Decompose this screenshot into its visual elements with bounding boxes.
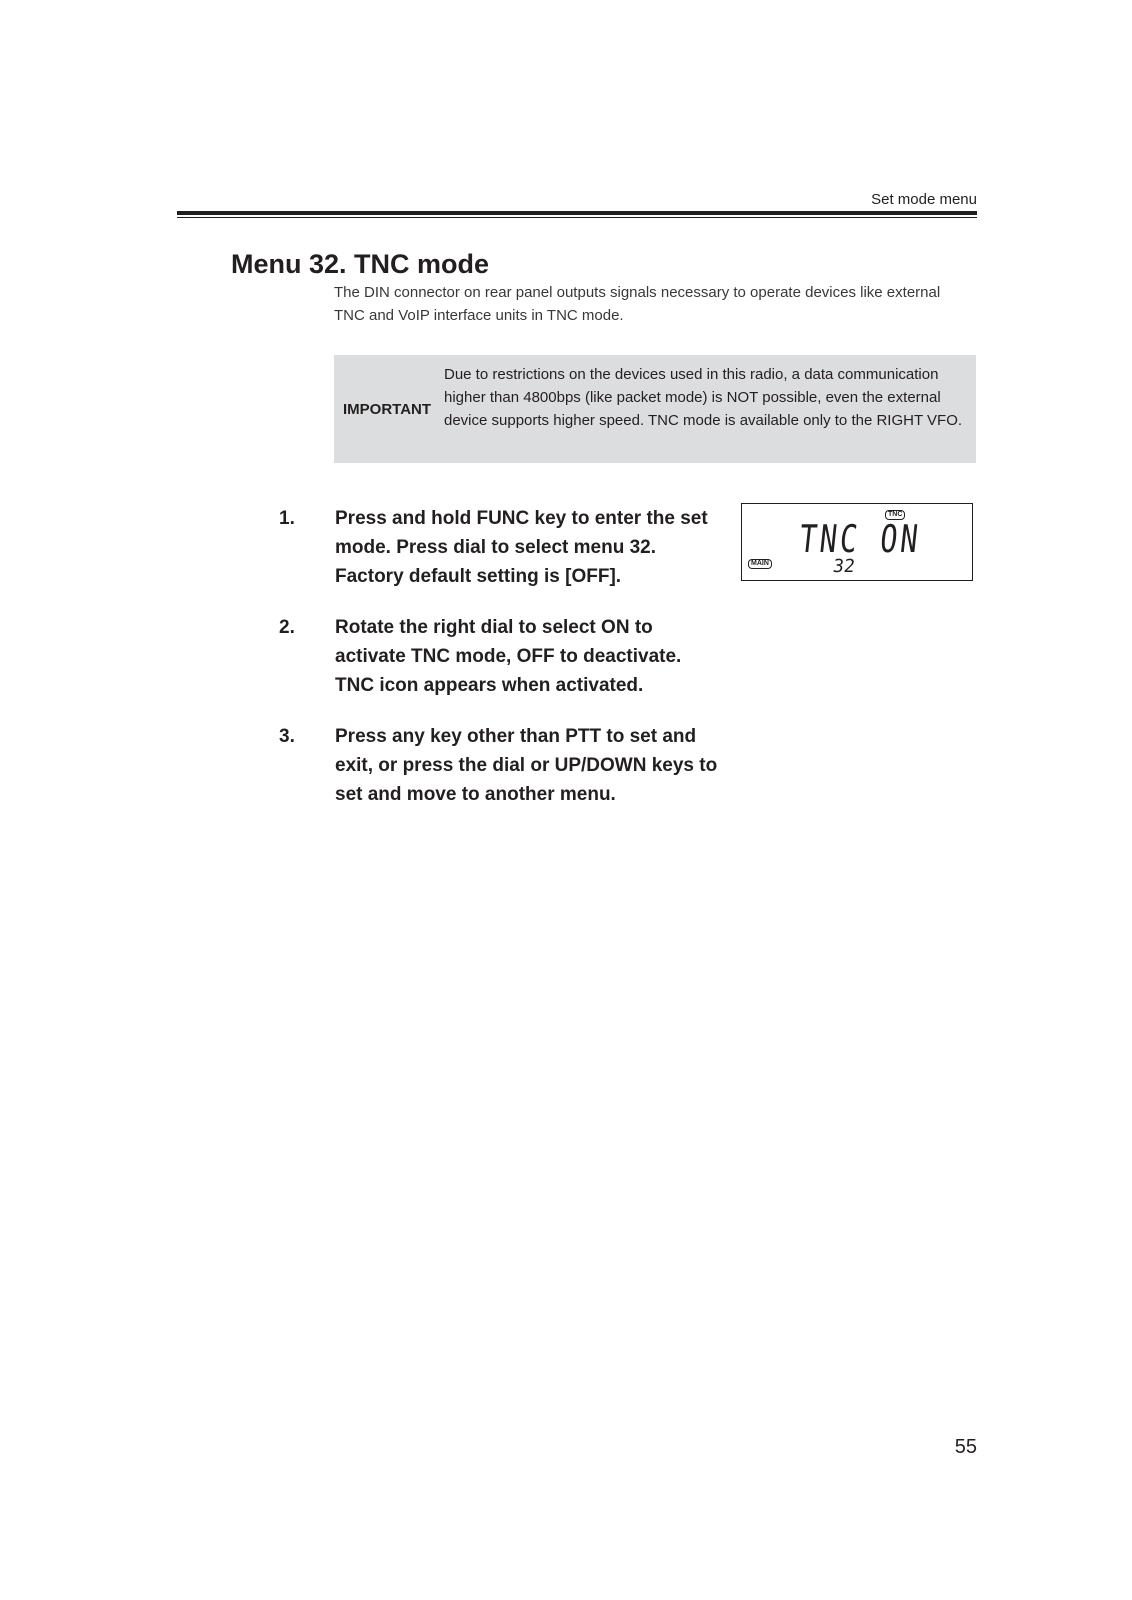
step-item [279,613,719,700]
step-list [279,504,719,831]
lcd-main-readout: TNC ON [797,517,923,561]
step-text: Press any key other than PTT to set and exit, or press the dial or UP/DOWN keys to set and move to another menu. [335,726,718,805]
main-indicator-icon: MAIN [748,559,772,569]
important-notice [334,355,976,463]
page-title: Menu 32. TNC mode [231,249,490,279]
step-text: Rotate the right dial to select ON to activate TNC mode, OFF to deactivate. TNC icon appears when activated. [335,617,682,696]
important-text: Due to restrictions on the devices used in this radio, a data communication higher than 4800bps (like packet mode) is NOT possible, even the external device supports higher speed. TNC mode is available only to the RIGHT VFO. [444,366,963,429]
intro-paragraph: The DIN connector on rear panel outputs signals necessary to operate devices like external TNC and VoIP interface units in TNC mode. [334,284,941,324]
section-label: Set mode menu [871,191,977,208]
page-number: 55 [954,1436,977,1458]
step-item [279,722,719,809]
step-number: 1. [279,508,295,529]
step-number: 2. [279,617,295,638]
step-number: 3. [279,726,295,747]
lcd-menu-number: 32 [831,556,857,577]
step-item [279,504,719,591]
header-rule-thick [177,211,977,215]
tnc-indicator-icon: TNC [885,510,905,520]
important-label: IMPORTANT [343,401,432,418]
lcd-display-illustration [741,503,973,581]
step-text: Press and hold FUNC key to enter the set mode. Press dial to select menu 32. Factory default setting is [OFF]. [335,508,708,587]
header-rule-thin [177,217,977,218]
